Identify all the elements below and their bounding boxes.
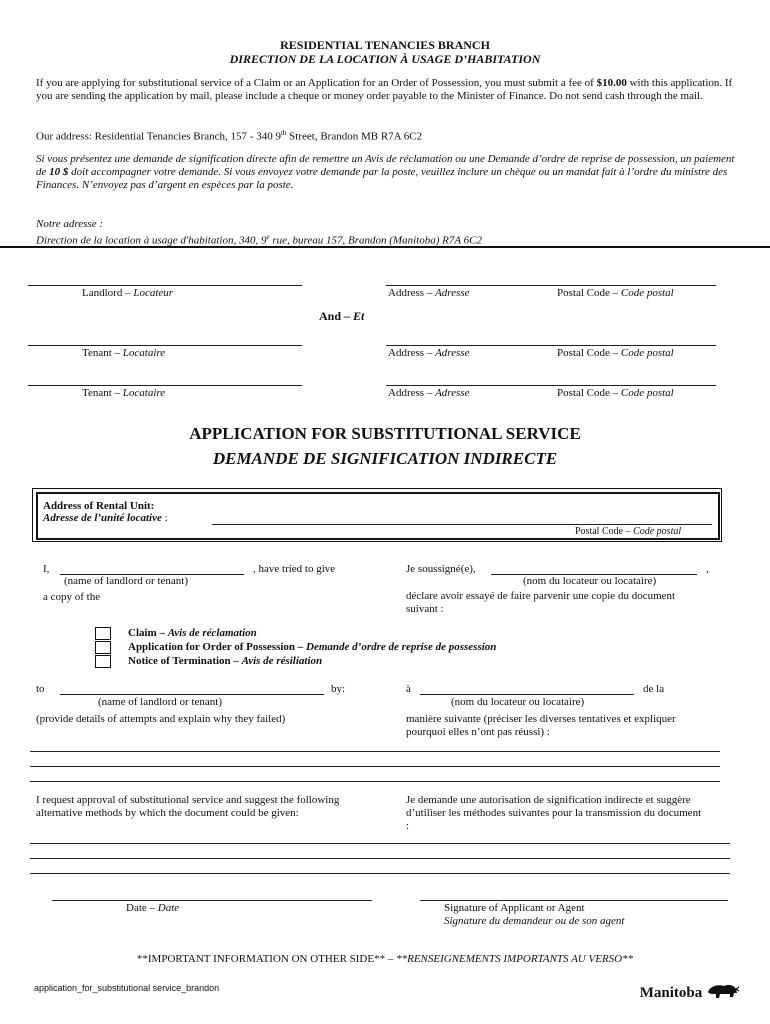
claim-checkbox[interactable] [95, 627, 111, 640]
rental-unit-label: Address of Rental Unit: [43, 500, 155, 512]
form-filename: application_for_substitutional service_brandon [34, 983, 220, 993]
intro-address-fr-label: Notre adresse : [36, 218, 104, 230]
form-title-fr: DEMANDE DE SIGNIFICATION INDIRECTE [212, 449, 558, 468]
methods-line-1[interactable] [30, 843, 730, 844]
details-line-3[interactable] [30, 781, 720, 782]
delivery-a: à [406, 683, 411, 695]
order-of-possession-label: Application for Order of Possession – Demande d’ordre de reprise de possession [128, 641, 497, 653]
applicant-name-hint: (name of landlord or tenant) [64, 575, 189, 587]
landlord-label: Landlord – Locateur [82, 287, 174, 299]
request-en: I request approval of substitutional service and suggest the following alternative methods by which the document could be given: [36, 794, 340, 819]
delivery-to: to [36, 683, 45, 695]
details-line-2[interactable] [30, 766, 720, 767]
date-field[interactable] [52, 900, 372, 901]
tenant1-address-label: Address – Adresse [388, 347, 470, 359]
signature-label-fr: Signature du demandeur ou de son agent [444, 915, 625, 927]
statement-je: Je soussigné(e), [406, 563, 476, 575]
intro-address-fr: Direction de la location à usage d'habitation, 340, 9e rue, bureau 157, Brandon (Manitoba) R7A 6C2 [36, 233, 482, 247]
tenant2-label: Tenant – Locataire [82, 387, 166, 399]
intro-paragraph-en: If you are applying for substitutional service of a Claim or an Application for an Order of Possession, you must submit a fee of $10.00 with this application. If you are sending the application by mail, please include a cheque or money order payable to the Minister of Finance. Do not send cash through the mail. [36, 77, 733, 102]
delivery-details-fr: manière suivante (préciser les diverses tentatives et expliquer pourquoi elles n’ont pas réussi) : [406, 713, 676, 738]
order-of-possession-checkbox[interactable] [95, 641, 111, 654]
landlord-name-field[interactable] [28, 285, 302, 286]
manitoba-logo: Manitoba [640, 982, 740, 1002]
branch-title: RESIDENTIAL TENANCIES BRANCH [280, 38, 490, 52]
delivery-by: by: [331, 683, 346, 695]
tenant2-postal-label: Postal Code – Code postal [557, 387, 674, 399]
rental-unit-label-fr: Adresse de l’unité locative : [43, 512, 168, 524]
delivery-de-la: de la [643, 683, 665, 695]
important-notice: **IMPORTANT INFORMATION ON OTHER SIDE** – **RENSEIGNEMENTS IMPORTANTS AU VERSO** [136, 953, 634, 965]
intro-paragraph-fr: Si vous présentez une demande de signification directe afin de remettre un Avis de réclamation ou une Demande d’ordre de reprise de possession, un paiement de 10 $ doit accompagner votre demande. Si vous envoyez votre demande par la poste, veuillez inclure un chèque ou un mandat fait à l’ordre du ministre des Finances. N’envoyez pas d’argent en espèces par la poste. [36, 153, 735, 191]
tenant1-label: Tenant – Locataire [82, 347, 166, 359]
form-title: APPLICATION FOR SUBSTITUTIONAL SERVICE [189, 424, 581, 443]
rental-unit-postal-label: Postal Code – Code postal [575, 526, 682, 537]
claim-label: Claim – Avis de réclamation [128, 627, 257, 639]
tenant2-address-field[interactable] [386, 385, 716, 386]
delivery-details-en: (provide details of attempts and explain why they failed) [36, 713, 286, 725]
notice-of-termination-checkbox[interactable] [95, 655, 111, 668]
tenant2-address-label: Address – Adresse [388, 387, 470, 399]
and-label: And – Et [319, 309, 365, 323]
landlord-address-field[interactable] [386, 285, 716, 286]
recipient-name-field-fr[interactable] [420, 694, 634, 695]
tenant1-name-field[interactable] [28, 345, 302, 346]
methods-line-2[interactable] [30, 858, 730, 859]
bison-icon [706, 982, 740, 1000]
tenant2-name-field[interactable] [28, 385, 302, 386]
rental-unit-address-field[interactable] [212, 524, 712, 525]
notice-of-termination-label: Notice of Termination – Avis de résiliation [128, 655, 323, 667]
request-fr: Je demande une autorisation de signification indirecte et suggère d’utiliser les méthodes suivantes pour la transmission du document : [406, 794, 702, 832]
tenant1-postal-label: Postal Code – Code postal [557, 347, 674, 359]
statement-copy-of: a copy of the [43, 591, 101, 603]
signature-field[interactable] [420, 900, 728, 901]
signature-label: Signature of Applicant or Agent [444, 902, 585, 914]
recipient-name-field[interactable] [60, 694, 324, 695]
intro-address-en: Our address: Residential Tenancies Branch, 157 - 340 9th Street, Brandon MB R7A 6C2 [36, 129, 423, 143]
landlord-address-label: Address – Adresse [388, 287, 470, 299]
applicant-name-hint-fr: (nom du locateur ou locataire) [523, 575, 657, 587]
methods-line-3[interactable] [30, 873, 730, 874]
tenant1-address-field[interactable] [386, 345, 716, 346]
details-line-1[interactable] [30, 751, 720, 752]
statement-declare: déclare avoir essayé de faire parvenir une copie du document suivant : [406, 590, 676, 615]
landlord-postal-label: Postal Code – Code postal [557, 287, 674, 299]
statement-have-tried: , have tried to give [253, 563, 336, 575]
header-divider [0, 246, 770, 248]
statement-comma: , [706, 563, 709, 575]
statement-i: I, [43, 563, 50, 575]
recipient-name-hint-fr: (nom du locateur ou locataire) [451, 696, 585, 708]
recipient-name-hint: (name of landlord or tenant) [98, 696, 223, 708]
branch-title-fr: DIRECTION DE LA LOCATION À USAGE D’HABITATION [229, 52, 541, 66]
date-label: Date – Date [126, 902, 180, 914]
